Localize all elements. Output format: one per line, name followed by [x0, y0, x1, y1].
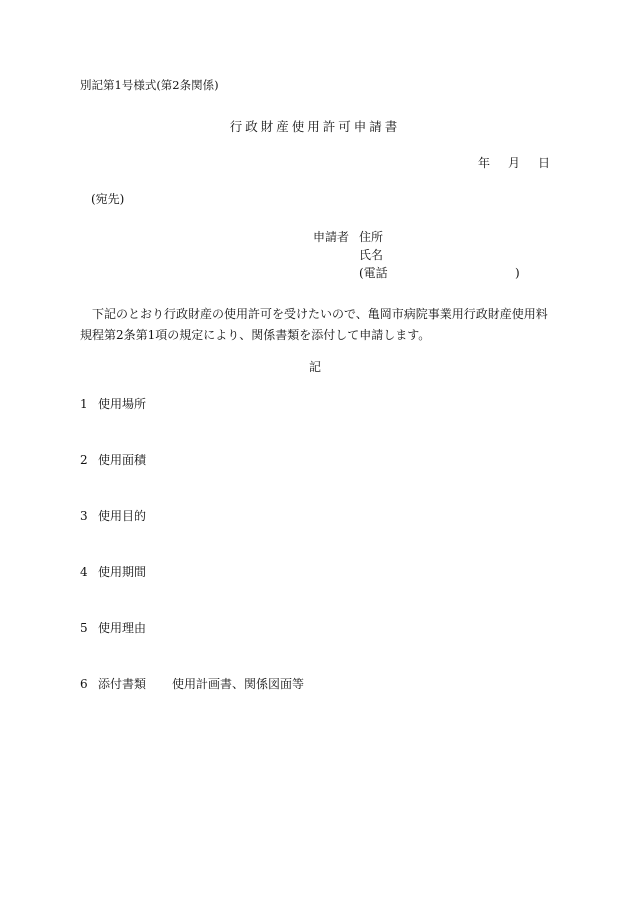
- applicant-name-label: 氏名: [359, 248, 384, 262]
- item-number: 3: [80, 509, 88, 523]
- applicant-address-label: 住所: [359, 230, 384, 244]
- item-number: 5: [80, 621, 88, 635]
- item-number: 6: [80, 677, 88, 691]
- item-label: 使用理由: [98, 621, 147, 635]
- item-number: 2: [80, 453, 88, 467]
- item-attached-documents: [80, 678, 304, 690]
- document-title: 行政財産使用許可申請書: [229, 119, 401, 134]
- item-usage-reason: [80, 622, 172, 634]
- item-label: 添付書類: [98, 677, 147, 691]
- applicant-tel-close: ): [515, 266, 520, 280]
- item-number: 4: [80, 565, 88, 579]
- date-month-label: 月: [508, 156, 521, 170]
- form-number: 別記第1号様式(第2条関係): [80, 78, 219, 92]
- item-label: 使用場所: [98, 397, 147, 411]
- item-usage-period: [80, 566, 172, 578]
- application-statement-text: 下記のとおり行政財産の使用許可を受けたいので、亀岡市病院事業用行政財産使用料規程第2条第1項の規定により、関係書類を添付して申請します。: [80, 307, 548, 342]
- addressee-label: (宛先): [91, 192, 125, 206]
- item-value: 使用計画書、関係図面等: [172, 677, 305, 691]
- item-usage-location: [80, 398, 172, 410]
- item-label: 使用期間: [98, 565, 147, 579]
- date-line: [478, 157, 550, 169]
- item-usage-area: [80, 454, 172, 466]
- date-day-label: 日: [538, 156, 551, 170]
- item-number: 1: [80, 397, 88, 411]
- ki-heading: 記: [308, 360, 321, 374]
- application-statement: [80, 304, 550, 346]
- applicant-label: 申請者: [313, 230, 350, 244]
- item-label: 使用目的: [98, 509, 147, 523]
- applicant-tel-label: (電話: [359, 266, 388, 280]
- item-usage-purpose: [80, 510, 172, 522]
- item-label: 使用面積: [98, 453, 147, 467]
- date-year-label: 年: [478, 156, 491, 170]
